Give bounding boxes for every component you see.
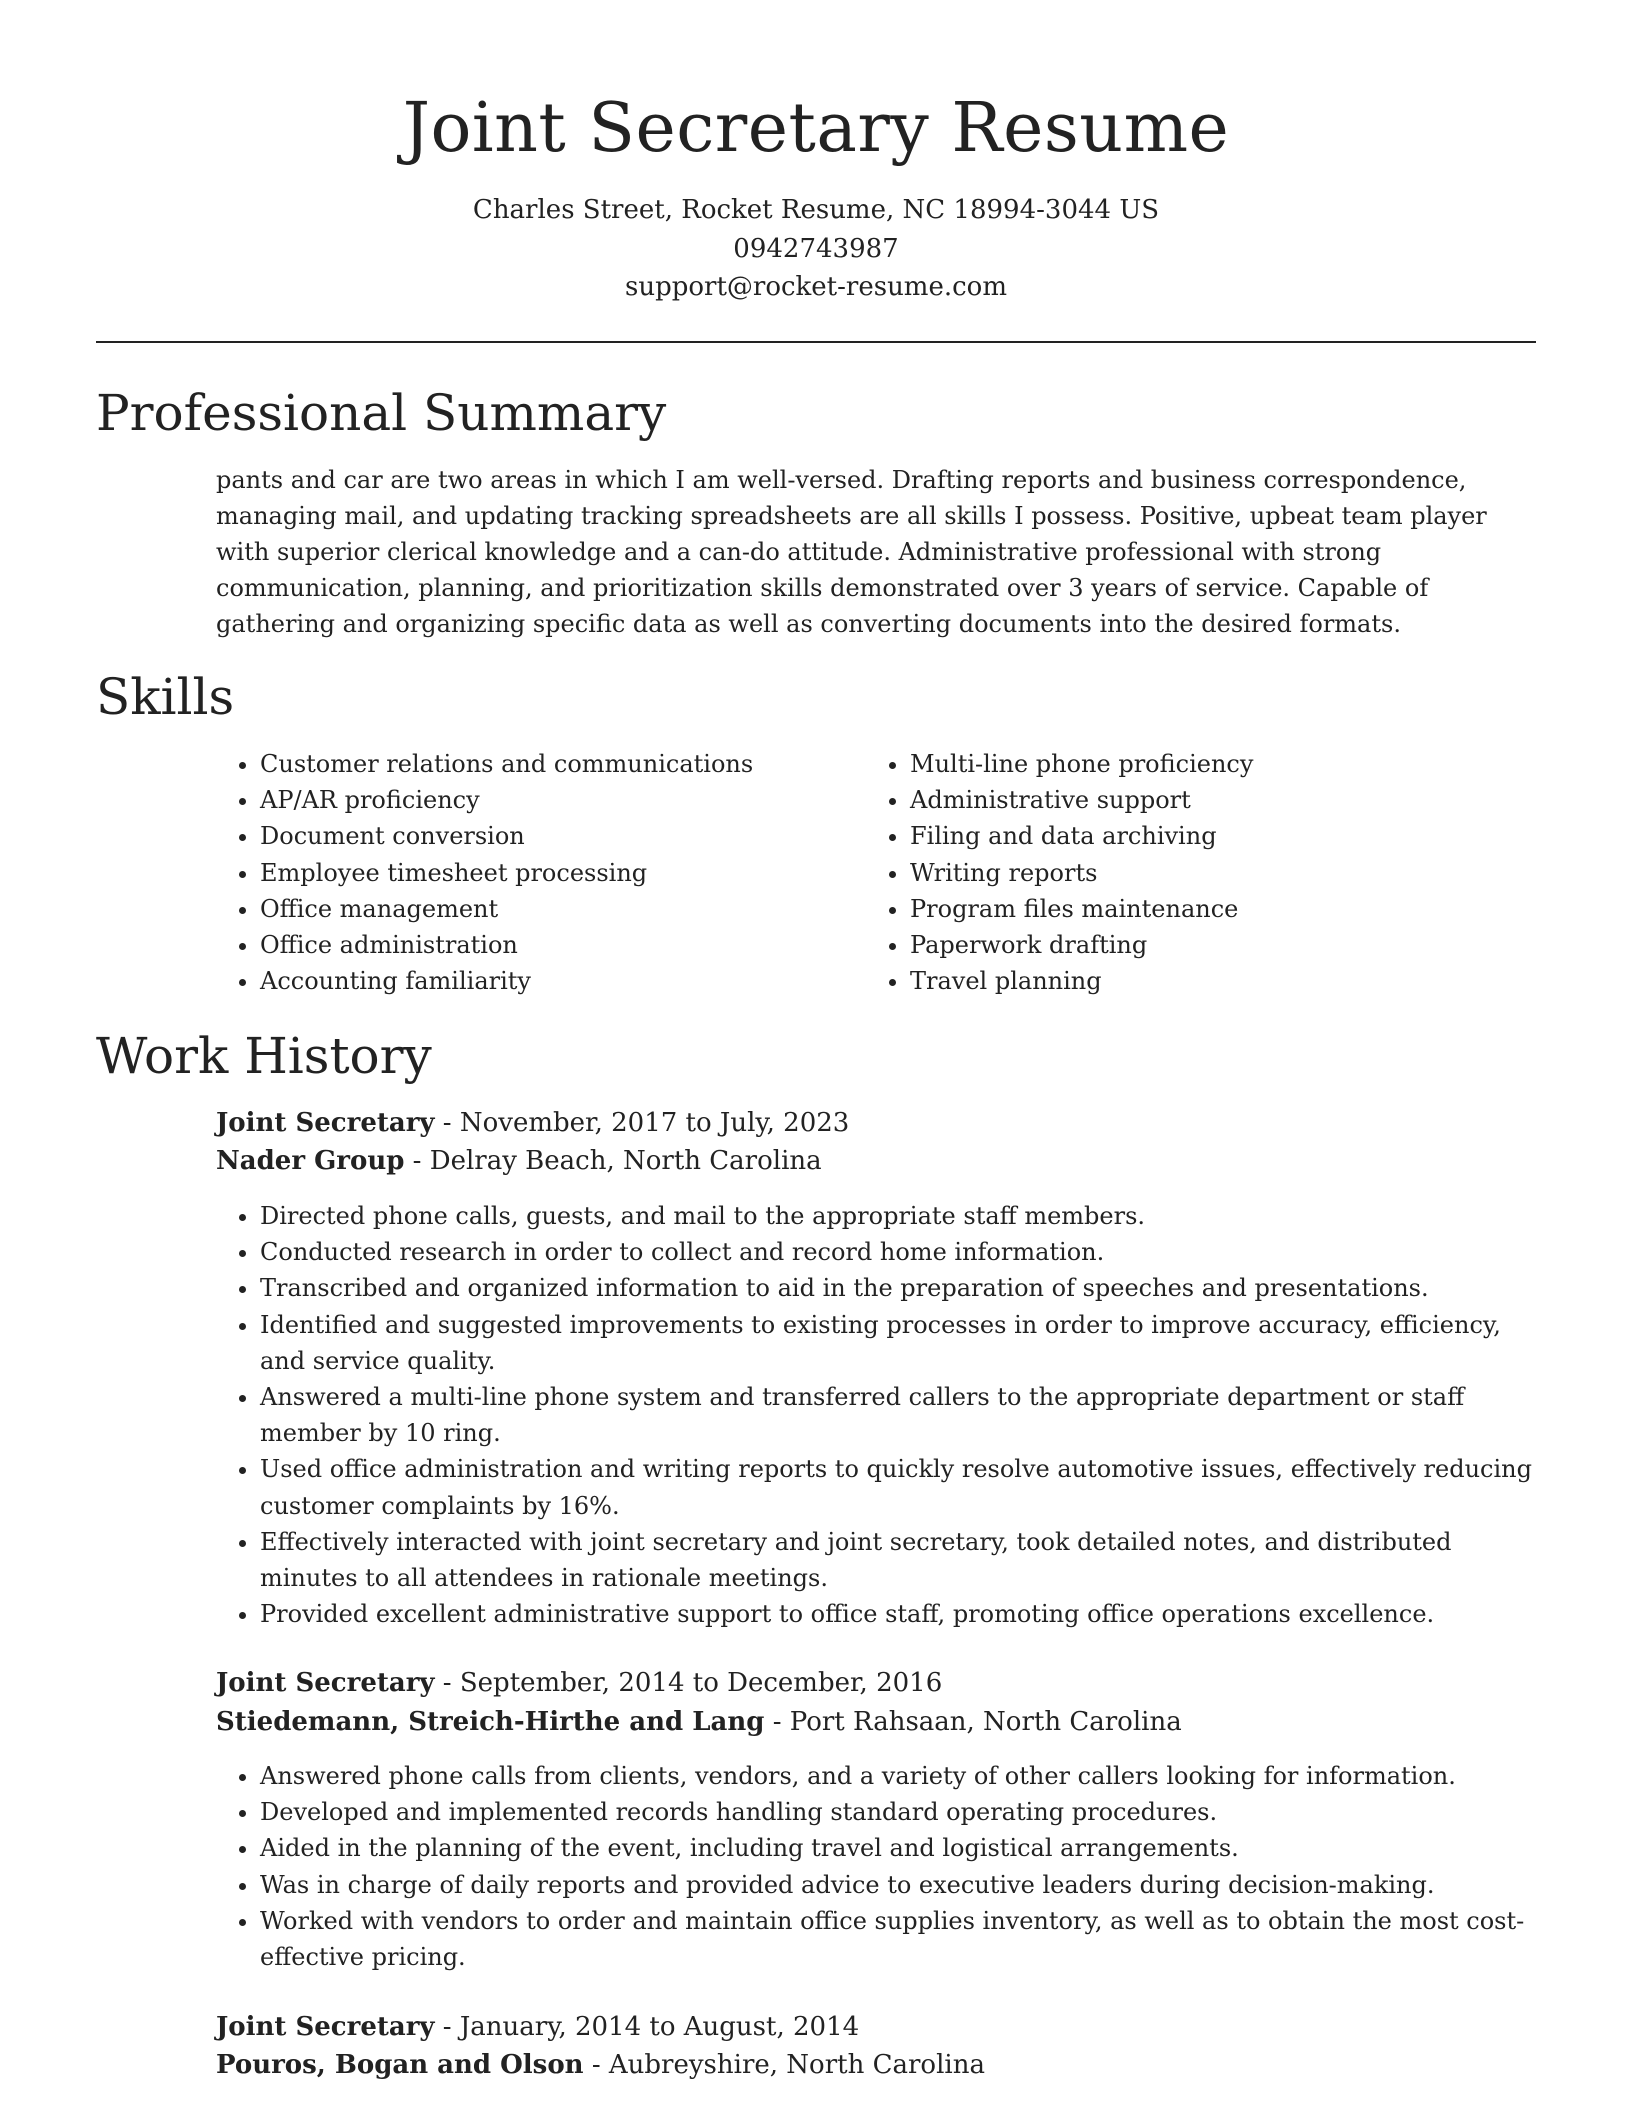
job-title-line [216,1664,1536,1703]
skill-item: • Accounting familiarity [260,963,860,999]
job-bullet: • Identified and suggested improvements to existing processes in order to improve accuracy, efficiency, and service quality. [260,1307,1536,1379]
job-bullet: • Aided in the planning of the event, including travel and logistical arrangements. [260,1830,1536,1866]
summary-heading: Professional Summary [96,384,667,442]
job-location: - Aubreyshire, North Carolina [583,2050,985,2080]
job-bullet: • Directed phone calls, guests, and mail to the appropriate staff members. [260,1198,1536,1234]
job-title: Joint Secretary [216,2012,435,2042]
skill-item: • Employee timesheet processing [260,855,860,891]
skill-item: • Travel planning [910,963,1536,999]
job-bullet: • Was in charge of daily reports and provided advice to executive leaders during decision-making. [260,1867,1536,1903]
skills-list-right [866,746,1536,999]
job-bullet: • Developed and implemented records handling standard operating procedures. [260,1794,1536,1830]
job-bullet: • Used office administration and writing reports to quickly resolve automotive issues, effectively reducing customer complaints by 16%. [260,1451,1536,1523]
job-dates: - September, 2014 to December, 2016 [434,1668,943,1698]
job-company-line [216,2046,1536,2085]
job-bullet-list [216,1198,1536,1632]
job-company: Pouros, Bogan and Olson [216,2050,584,2080]
job-company: Nader Group [216,1146,405,1176]
header-divider [96,341,1536,343]
skill-item: • Paperwork drafting [910,927,1536,963]
contact-address: Charles Street, Rocket Resume, NC 18994-3044 US [472,195,1160,225]
summary-text: pants and car are two areas in which I am well-versed. Drafting reports and business correspondence, managing mail, and updating tracking spreadsheets are all skills I possess. Positive, upbeat team player with superior clerical knowledge and a can-do attitude. Administrative professional with strong communication, planning, and prioritization skills demonstrated over 3 years of service. Capable of gathering and organizing specific data as well as converting documents into the desired formats. [216,466,1487,638]
skill-item: • Document conversion [260,818,860,854]
skill-item: • Multi-line phone proficiency [910,746,1536,782]
job-company-line [216,1142,1536,1181]
job-bullet: • Effectively interacted with joint secretary and joint secretary, took detailed notes, and distributed minutes to all attendees in rationale meetings. [260,1524,1536,1596]
job-location: - Delray Beach, North Carolina [404,1146,822,1176]
skill-item: • Program files maintenance [910,891,1536,927]
job-bullet: • Answered a multi-line phone system and transferred callers to the appropriate department or staff member by 10 ring. [260,1379,1536,1451]
job-title: Joint Secretary [216,1108,435,1138]
skills-heading: Skills [96,668,235,726]
job-bullet: • Worked with vendors to order and maintain office supplies inventory, as well as to obtain the most cost-effective pricing. [260,1903,1536,1975]
skill-item: • Office management [260,891,860,927]
work-history-heading: Work History [96,1027,432,1085]
skills-list-left [216,746,860,999]
skill-item: • Writing reports [910,855,1536,891]
job-bullet: • Conducted research in order to collect and record home information. [260,1234,1536,1270]
job-title: Joint Secretary [216,1668,435,1698]
job-dates: - January, 2014 to August, 2014 [434,2012,860,2042]
job-company: Stiedemann, Streich-Hirthe and Lang [216,1707,765,1737]
skill-item: • Office administration [260,927,860,963]
resume-title: Joint Secretary Resume [402,89,1230,168]
job-dates: - November, 2017 to July, 2023 [434,1108,850,1138]
job-company-line [216,1703,1536,1742]
job-bullet-list [216,1758,1536,1975]
skill-item: • Administrative support [910,782,1536,818]
job-bullet: • Provided excellent administrative support to office staff, promoting office operations excellence. [260,1596,1536,1632]
job-bullet: • Transcribed and organized information to aid in the preparation of speeches and presentations. [260,1270,1536,1306]
skill-item: • Filing and data archiving [910,818,1536,854]
job-title-line [216,1104,1536,1143]
contact-email: support@rocket-resume.com [624,272,1007,302]
contact-phone: 0942743987 [733,234,899,264]
job-title-line [216,2008,1536,2047]
job-bullet: • Answered phone calls from clients, vendors, and a variety of other callers looking for information. [260,1758,1536,1794]
job-location: - Port Rahsaan, North Carolina [764,1707,1182,1737]
skill-item: • Customer relations and communications [260,746,860,782]
skill-item: • AP/AR proficiency [260,782,860,818]
